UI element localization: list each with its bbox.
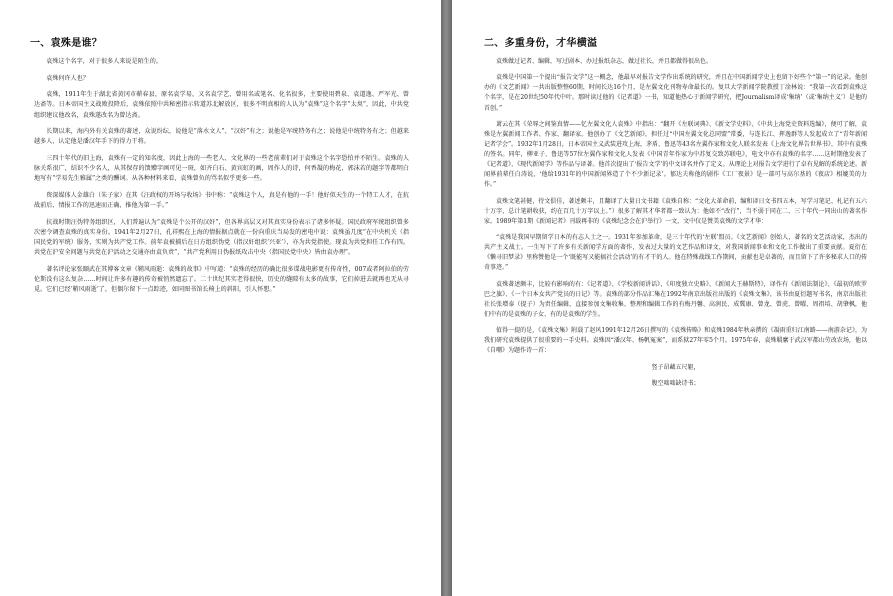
paragraph: 值得一提的是，《袁殊文集》附载了赵风1991年12月26日撰写的《袁殊传略》和袁殊1984年秋亲撰的《凝雨重归江南路——南游杂记》，为我们研究袁殊提供了很重要的一手史料。袁殊因“潘汉年、杨帆冤案”，而系狱27年零5个月。1975年春，袁殊羁縻于武汉军都山劳改农场，他以《自嘲》为题作诗一首： <box>484 327 867 355</box>
poem-line: 腹空咄咄缺诗书； <box>651 380 700 388</box>
right-page-body <box>484 57 867 357</box>
section-heading-left: 一、袁殊是谁？ <box>30 38 103 49</box>
paragraph: 袁殊著述颇丰，比较有影响的有：《记者道》、《学校新闻讲话》、《印度独立史略》、《新闻大王赫斯特》，译作有《新闻法制论》、《最初的欧罗巴之旗》、《一个日本女共产党员的日记》等。袁殊的部分作品汇集在1992年南京出版社出版的《袁殊文集》，该书由夏衍题写书名，南京出版社社长张增泰（提子）为责任编辑，直接参加文集收集、整理和编辑工作的有梅丹馨、高润民、成冀康、曾龙、曾虎、曾曜、周祖培、胡肇枫，他们中有的是袁殊的子女、有的是袁殊的学生。 <box>484 280 867 318</box>
paragraph: 袁殊，1911年生于湖北省黄冈市蕲春县，原名袁学易，又名袁学艺，曾用名或笔名、化名很多，主要使用碧泉、袁道逸、严军光、曾达斋等。日本帝国主义战败投降后，袁殊依照中共秘密指示转道苏北解放区，很多不明真相的人认为“袁殊”这个名字“太臭”，因此，中共党组织建议他改名，袁殊遂改名为曾达斋。 <box>34 91 409 119</box>
paragraph: 抗战时期汪伪特务组织区，人们普遍认为“袁殊是个公开的汉奸”，但各界高层又对其真实身份表示了诸多怀疑。国民政府军统组织曾多次密令调查袁殊的真实身份。1941年2月27日，孔祥熙在上海的情报据点就在一份向重庆当局发的密电中说：袁殊虽几度“在中央机关（指国民党的军统）服务，实则为共产党工作。前年袁被捕后在日方组织伪党（指汉奸组织‘兴亚’），亦为共党指使。现袁为共党担任工作有四。共党在沪安全问题与共党在沪活动之交通亦由袁负责”，“共产党利用日伪报纸攻击中央（指国民党中央）皆由袁办理”。 <box>34 218 409 257</box>
paragraph: 三四十年代的旧上海，袁殊有一定的知名度，因此上海的一些老人、文化界的一些老前辈们对于袁殊这个名字恐怕并不陌生。袁殊的人脉关系很广，结识不少名人，从其保存的馈赠字画可见一斑，如齐白石、黄宾虹的画，周作人的诗，何香凝的梅花，郭沫若的题字等都明白地写有“学易先生雅属”之类的酬词。从各种材料来看，袁殊曾负的骂名似乎更多一些。 <box>34 154 409 183</box>
paragraph: 袁殊做过记者、编辑，写过剧本、办过报纸杂志，做过社长，并且都做得很出色。 <box>496 58 713 65</box>
left-page-body <box>34 57 409 296</box>
paragraph: 袁殊文笔甚健，待文俱佳，著述颇丰，且翻译了大量日文书籍《袁殊自称：“文化大革命前，编和译日文书四五本，写学习笔记、札记有五六十万字，总计笔耕收获，约在百几十万字以上。”）很多了解其才华者都一致认为：他如不“改行”，当不弱于同在二、三十年代一同出山的著名作家。1989年第1期《新闻记者》刊载再非的《袁殊纪念会在沪举行》一文，文中仅是赞美袁殊的文学才华： <box>484 197 867 225</box>
paragraph: 萧云在其《荣辱之间鉴真情——忆左翼文化人袁殊》中指出：“翻开《左联词典》、《新文学史料》、《中共上海党史资料选编》，便可了解，袁殊是左翼新闻工作者、作家、翻译家。他创办了《文艺新闻》，担任过“中国左翼文化总同盟”常委，与连长江、挥逸群等人发起成立了“青年新闻记者学会”。1932年1月28日，日本帝国主义武装进攻上海，茅盾、鲁迅等43名左翼作家和文化人联名发表《上海文化界告世界书》，其中有袁殊的签名。同年，柳亚子、鲁迅等57位左翼作家和文化人发表《中国青年作家为中苏复交致苏联电》，电文中亦有袁殊的名字……这时期他发表了《记者道》、《现代新闻学》等作品与译著。他首次提出了‘报告文学’的中文译名并作了定义。从理论上对报告文学进行了卓有见解的系统论述。新闻界前辈任白涛说，‘他给1931年的中国新闻界造了个不少新记录’。郁达夫称他的剧作《工厂夜景》是一部可与高尔基的《夜店》相媲美的力作。” <box>484 120 867 189</box>
paragraph: “袁殊是我国早期留学日本的有志人士之一。1931年参加革命，是三十年代的‘左联’盟员。《文艺新闻》创始人，著名的文艺活动家，杰出的共产主义战士。一生写下了许多有关新闻学方面的著作，发表过大量的文艺作品和译文，对我国新闻事业和文化工作做出了重要贡献。夏衍在《懒寻旧梦录》里称赞他是一个‘既能写又能搞社会活动’的有才干的人。他在特殊战线工作期间，贡献也是卓著的，而且留下了许多秘求人口的传奇事迹。” <box>484 234 867 272</box>
paragraph: 袁殊是中国第一个提出“报告文学”这一概念，他最早对报告文学作出系统的研究，并且在中国新闻学史上也留下好些个“第一”的记录。他创办的《文艺新闻》一共出版整整60期，时间长达16个月，是左翼文化刊物寿命最长的。复旦大学新闻学院教授丁淦林说：“我第一次看到袁殊这个名字，是在20世纪50年代中叶。那时读过他的《记者道》一书，知道他热心于新闻学研究，把Journalism译成‘集纳’（或‘集纳主义’）是他的首创。” <box>484 74 867 112</box>
left-page <box>0 0 441 596</box>
poem-line: 竖子昂藏五尺躯， <box>651 363 700 371</box>
paragraph: 资深媒体人金雄白（朱子家）在其《汪政权的开场与收场》书中称：“袁殊这个人，真是有他的一手！他好似天生的一个特工人才，在抗战前后，情报工作的迅速而正确，推他为第一手。” <box>34 191 409 210</box>
book-gutter <box>441 0 452 596</box>
paragraph: 袁殊这个名字，对于很多人来说是陌生的。 <box>46 58 162 65</box>
section-heading-right: 二、多重身份，才华横溢 <box>484 38 598 49</box>
poem-block <box>484 363 867 389</box>
paragraph: 著名评论家张颐武在其博客文章《鞘风雨逝：袁殊的故事》中写道：“袁殊的经历的确比很多谍战电影更有传奇性，007或者阿拉伯的劳伦斯没有这么复杂……时间让许多有趣的传奇被悄然遗忘了。二十世纪其实老得很快，历史的缝隙有太多的故事，它们掉进去就再也无从寻觅。它们已经‘鞘风雨逝’了，但偶尔留下一点踪迹，如同图书馆长椅上的斜阳，引人怀想。” <box>34 265 409 294</box>
paragraph: 长期以来，海内外有关袁殊的著述，众说纷纭，说他是“落水文人”、“汉奸”有之；说他是军统特务有之；说他是中统特务有之；但越来越多人，认定他是潘汉年手下的得力干将。 <box>34 128 409 146</box>
paragraph: 袁殊何许人也？ <box>46 74 89 82</box>
right-page <box>452 0 893 596</box>
